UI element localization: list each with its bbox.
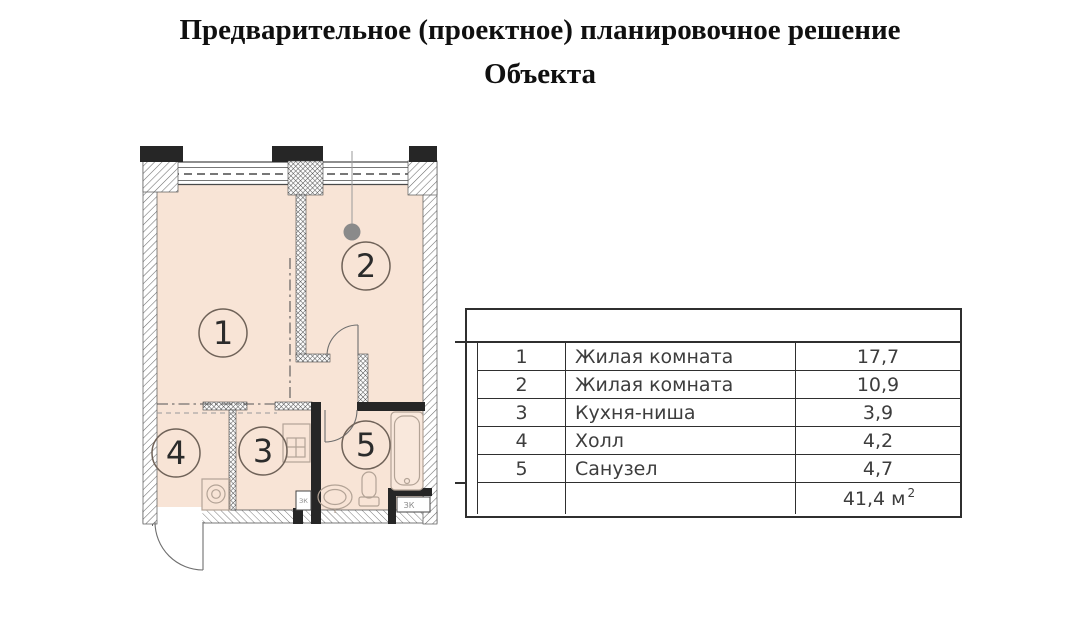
page-title-line1: Предварительное (проектное) планировочное решение	[179, 14, 901, 46]
row-area: 3,9	[796, 399, 960, 427]
row-number: 5	[478, 455, 566, 483]
table-total-row	[467, 483, 960, 514]
row-number: 1	[478, 343, 566, 371]
row-name: Жилая комната	[566, 343, 796, 371]
bathtub	[391, 412, 423, 490]
row-number: 4	[478, 427, 566, 455]
ceiling-light-dot	[344, 224, 361, 241]
table-header-band	[467, 310, 960, 343]
room-marker-1-label: 1	[212, 314, 234, 352]
table-row	[467, 399, 960, 427]
entrance-door-swing-arc	[155, 522, 203, 570]
row-area: 4,7	[796, 455, 960, 483]
facade-columns	[140, 146, 437, 162]
floor-plan-drawing	[128, 140, 464, 612]
total-area-sup: 2	[907, 485, 916, 500]
total-area	[796, 483, 960, 514]
row-name: Жилая комната	[566, 371, 796, 399]
room-area-table	[465, 308, 962, 518]
row-name: Холл	[566, 427, 796, 455]
table-line-overhang-bottom	[455, 482, 467, 484]
total-area-value: 41,4 м	[842, 487, 906, 510]
page-title	[0, 9, 1080, 96]
row-number: 3	[478, 399, 566, 427]
row-number: 2	[478, 371, 566, 399]
row-area: 17,7	[796, 343, 960, 371]
vent-label-right: ЗК	[403, 501, 415, 510]
page-title-line2: Объекта	[484, 57, 596, 90]
table-row	[467, 455, 960, 483]
table-line-overhang-top	[455, 341, 467, 343]
table-row	[467, 371, 960, 399]
vent-label-left: ЗК	[299, 497, 308, 505]
room-marker-5-label: 5	[355, 426, 377, 464]
room-marker-3-label: 3	[252, 432, 274, 470]
row-area: 4,2	[796, 427, 960, 455]
table-row	[467, 427, 960, 455]
table-row	[467, 343, 960, 371]
row-name: Кухня-ниша	[566, 399, 796, 427]
room-marker-2-label: 2	[355, 247, 377, 285]
room-marker-4-label: 4	[165, 434, 187, 472]
row-area: 10,9	[796, 371, 960, 399]
row-name: Санузел	[566, 455, 796, 483]
